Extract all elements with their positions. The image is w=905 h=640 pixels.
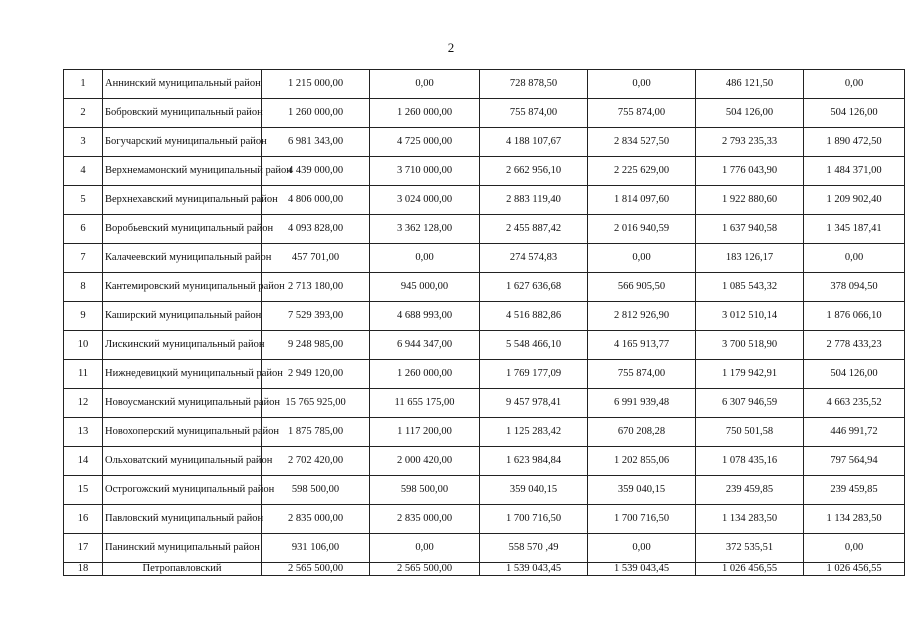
row-number: 11 <box>64 360 103 389</box>
amount-cell: 9 248 985,00 <box>262 331 370 360</box>
amount-cell: 1 876 066,10 <box>804 302 905 331</box>
district-name: Богучарский муниципальный район <box>103 128 262 157</box>
amount-cell: 2 565 500,00 <box>370 563 480 576</box>
amount-cell: 755 874,00 <box>480 99 588 128</box>
table-row <box>64 244 905 273</box>
amount-cell: 2 835 000,00 <box>262 505 370 534</box>
table-row <box>64 563 905 576</box>
amount-cell: 6 307 946,59 <box>696 389 804 418</box>
table-row <box>64 418 905 447</box>
table-row <box>64 99 905 128</box>
row-number: 12 <box>64 389 103 418</box>
amount-cell: 3 710 000,00 <box>370 157 480 186</box>
amount-cell: 1 623 984,84 <box>480 447 588 476</box>
amount-cell: 15 765 925,00 <box>262 389 370 418</box>
table-row <box>64 157 905 186</box>
amount-cell: 4 188 107,67 <box>480 128 588 157</box>
amount-cell: 0,00 <box>370 534 480 563</box>
amount-cell: 1 637 940,58 <box>696 215 804 244</box>
table-row <box>64 215 905 244</box>
row-number: 10 <box>64 331 103 360</box>
amount-cell: 0,00 <box>804 244 905 273</box>
district-name: Павловский муниципальный район <box>103 505 262 534</box>
amount-cell: 3 700 518,90 <box>696 331 804 360</box>
amount-cell: 755 874,00 <box>588 99 696 128</box>
amount-cell: 931 106,00 <box>262 534 370 563</box>
amount-cell: 3 024 000,00 <box>370 186 480 215</box>
table-row <box>64 360 905 389</box>
district-name: Аннинский муниципальный район <box>103 70 262 99</box>
amount-cell: 1 179 942,91 <box>696 360 804 389</box>
amount-cell: 5 548 466,10 <box>480 331 588 360</box>
amount-cell: 1 700 716,50 <box>480 505 588 534</box>
table-body <box>64 70 905 576</box>
amount-cell: 4 725 000,00 <box>370 128 480 157</box>
amount-cell: 486 121,50 <box>696 70 804 99</box>
amount-cell: 4 516 882,86 <box>480 302 588 331</box>
district-name: Ольховатский муниципальный район <box>103 447 262 476</box>
amount-cell: 1 539 043,45 <box>480 563 588 576</box>
amount-cell: 2 225 629,00 <box>588 157 696 186</box>
amount-cell: 4 688 993,00 <box>370 302 480 331</box>
amount-cell: 4 093 828,00 <box>262 215 370 244</box>
amount-cell: 797 564,94 <box>804 447 905 476</box>
amount-cell: 0,00 <box>370 244 480 273</box>
district-name: Верхнехавский муниципальный район <box>103 186 262 215</box>
amount-cell: 945 000,00 <box>370 273 480 302</box>
amount-cell: 446 991,72 <box>804 418 905 447</box>
row-number: 5 <box>64 186 103 215</box>
table-row <box>64 389 905 418</box>
amount-cell: 372 535,51 <box>696 534 804 563</box>
amount-cell: 1 202 855,06 <box>588 447 696 476</box>
amount-cell: 598 500,00 <box>262 476 370 505</box>
amount-cell: 6 991 939,48 <box>588 389 696 418</box>
district-name: Нижнедевицкий муниципальный район <box>103 360 262 389</box>
amount-cell: 1 134 283,50 <box>696 505 804 534</box>
amount-cell: 2 702 420,00 <box>262 447 370 476</box>
district-name: Новохоперский муниципальный район <box>103 418 262 447</box>
row-number: 6 <box>64 215 103 244</box>
amount-cell: 2 000 420,00 <box>370 447 480 476</box>
amount-cell: 4 663 235,52 <box>804 389 905 418</box>
amount-cell: 2 793 235,33 <box>696 128 804 157</box>
table-row <box>64 70 905 99</box>
district-name: Лискинский муниципальный район <box>103 331 262 360</box>
amount-cell: 1 117 200,00 <box>370 418 480 447</box>
table-row <box>64 447 905 476</box>
amount-cell: 1 026 456,55 <box>696 563 804 576</box>
amount-cell: 378 094,50 <box>804 273 905 302</box>
amount-cell: 239 459,85 <box>696 476 804 505</box>
row-number: 17 <box>64 534 103 563</box>
amount-cell: 2 778 433,23 <box>804 331 905 360</box>
table-row <box>64 302 905 331</box>
row-number: 2 <box>64 99 103 128</box>
amount-cell: 183 126,17 <box>696 244 804 273</box>
amount-cell: 359 040,15 <box>480 476 588 505</box>
amount-cell: 1 875 785,00 <box>262 418 370 447</box>
row-number: 7 <box>64 244 103 273</box>
amount-cell: 0,00 <box>588 70 696 99</box>
amount-cell: 2 883 119,40 <box>480 186 588 215</box>
amount-cell: 6 944 347,00 <box>370 331 480 360</box>
amount-cell: 3 362 128,00 <box>370 215 480 244</box>
amount-cell: 504 126,00 <box>804 360 905 389</box>
amount-cell: 1 814 097,60 <box>588 186 696 215</box>
amount-cell: 1 700 716,50 <box>588 505 696 534</box>
amount-cell: 1 026 456,55 <box>804 563 905 576</box>
amount-cell: 4 806 000,00 <box>262 186 370 215</box>
amount-cell: 1 134 283,50 <box>804 505 905 534</box>
amount-cell: 1 539 043,45 <box>588 563 696 576</box>
amount-cell: 558 570 ,49 <box>480 534 588 563</box>
amount-cell: 0,00 <box>370 70 480 99</box>
amount-cell: 1 260 000,00 <box>370 360 480 389</box>
amount-cell: 728 878,50 <box>480 70 588 99</box>
table-row <box>64 505 905 534</box>
amount-cell: 0,00 <box>588 244 696 273</box>
amount-cell: 9 457 978,41 <box>480 389 588 418</box>
amount-cell: 504 126,00 <box>804 99 905 128</box>
amount-cell: 7 529 393,00 <box>262 302 370 331</box>
row-number: 8 <box>64 273 103 302</box>
amount-cell: 4 165 913,77 <box>588 331 696 360</box>
amount-cell: 1 345 187,41 <box>804 215 905 244</box>
amount-cell: 0,00 <box>804 534 905 563</box>
district-name: Острогожский муниципальный район <box>103 476 262 505</box>
amount-cell: 2 662 956,10 <box>480 157 588 186</box>
amount-cell: 1 922 880,60 <box>696 186 804 215</box>
amount-cell: 2 834 527,50 <box>588 128 696 157</box>
row-number: 15 <box>64 476 103 505</box>
amount-cell: 11 655 175,00 <box>370 389 480 418</box>
amount-cell: 457 701,00 <box>262 244 370 273</box>
table-row <box>64 331 905 360</box>
amount-cell: 1 078 435,16 <box>696 447 804 476</box>
amount-cell: 0,00 <box>588 534 696 563</box>
table-row <box>64 476 905 505</box>
amount-cell: 598 500,00 <box>370 476 480 505</box>
amount-cell: 2 016 940,59 <box>588 215 696 244</box>
table-row <box>64 128 905 157</box>
amount-cell: 2 812 926,90 <box>588 302 696 331</box>
amount-cell: 1 260 000,00 <box>262 99 370 128</box>
amount-cell: 239 459,85 <box>804 476 905 505</box>
district-name: Каширский муниципальный район <box>103 302 262 331</box>
district-name: Петропавловский <box>103 563 262 576</box>
amount-cell: 2 565 500,00 <box>262 563 370 576</box>
amount-cell: 4 439 000,00 <box>262 157 370 186</box>
row-number: 18 <box>64 563 103 576</box>
amount-cell: 750 501,58 <box>696 418 804 447</box>
data-table <box>63 69 905 576</box>
amount-cell: 1 215 000,00 <box>262 70 370 99</box>
amount-cell: 2 455 887,42 <box>480 215 588 244</box>
district-name: Калачеевский муниципальный район <box>103 244 262 273</box>
amount-cell: 2 949 120,00 <box>262 360 370 389</box>
district-name: Новоусманский муниципальный район <box>103 389 262 418</box>
row-number: 14 <box>64 447 103 476</box>
amount-cell: 3 012 510,14 <box>696 302 804 331</box>
amount-cell: 1 769 177,09 <box>480 360 588 389</box>
district-name: Кантемировский муниципальный район <box>103 273 262 302</box>
row-number: 1 <box>64 70 103 99</box>
amount-cell: 1 085 543,32 <box>696 273 804 302</box>
amount-cell: 1 890 472,50 <box>804 128 905 157</box>
amount-cell: 359 040,15 <box>588 476 696 505</box>
table-row <box>64 186 905 215</box>
district-name: Панинский муниципальный район <box>103 534 262 563</box>
row-number: 13 <box>64 418 103 447</box>
table-row <box>64 534 905 563</box>
amount-cell: 0,00 <box>804 70 905 99</box>
row-number: 3 <box>64 128 103 157</box>
amount-cell: 6 981 343,00 <box>262 128 370 157</box>
amount-cell: 1 209 902,40 <box>804 186 905 215</box>
district-name: Бобровский муниципальный район <box>103 99 262 128</box>
amount-cell: 274 574,83 <box>480 244 588 273</box>
amount-cell: 1 125 283,42 <box>480 418 588 447</box>
district-name: Воробьевский муниципальный район <box>103 215 262 244</box>
row-number: 4 <box>64 157 103 186</box>
amount-cell: 670 208,28 <box>588 418 696 447</box>
row-number: 16 <box>64 505 103 534</box>
amount-cell: 1 776 043,90 <box>696 157 804 186</box>
amount-cell: 566 905,50 <box>588 273 696 302</box>
amount-cell: 2 835 000,00 <box>370 505 480 534</box>
amount-cell: 2 713 180,00 <box>262 273 370 302</box>
amount-cell: 504 126,00 <box>696 99 804 128</box>
amount-cell: 1 260 000,00 <box>370 99 480 128</box>
row-number: 9 <box>64 302 103 331</box>
amount-cell: 1 627 636,68 <box>480 273 588 302</box>
page-number: 2 <box>447 40 455 55</box>
district-name: Верхнемамонский муниципальный район <box>103 157 262 186</box>
table-row <box>64 273 905 302</box>
amount-cell: 1 484 371,00 <box>804 157 905 186</box>
amount-cell: 755 874,00 <box>588 360 696 389</box>
